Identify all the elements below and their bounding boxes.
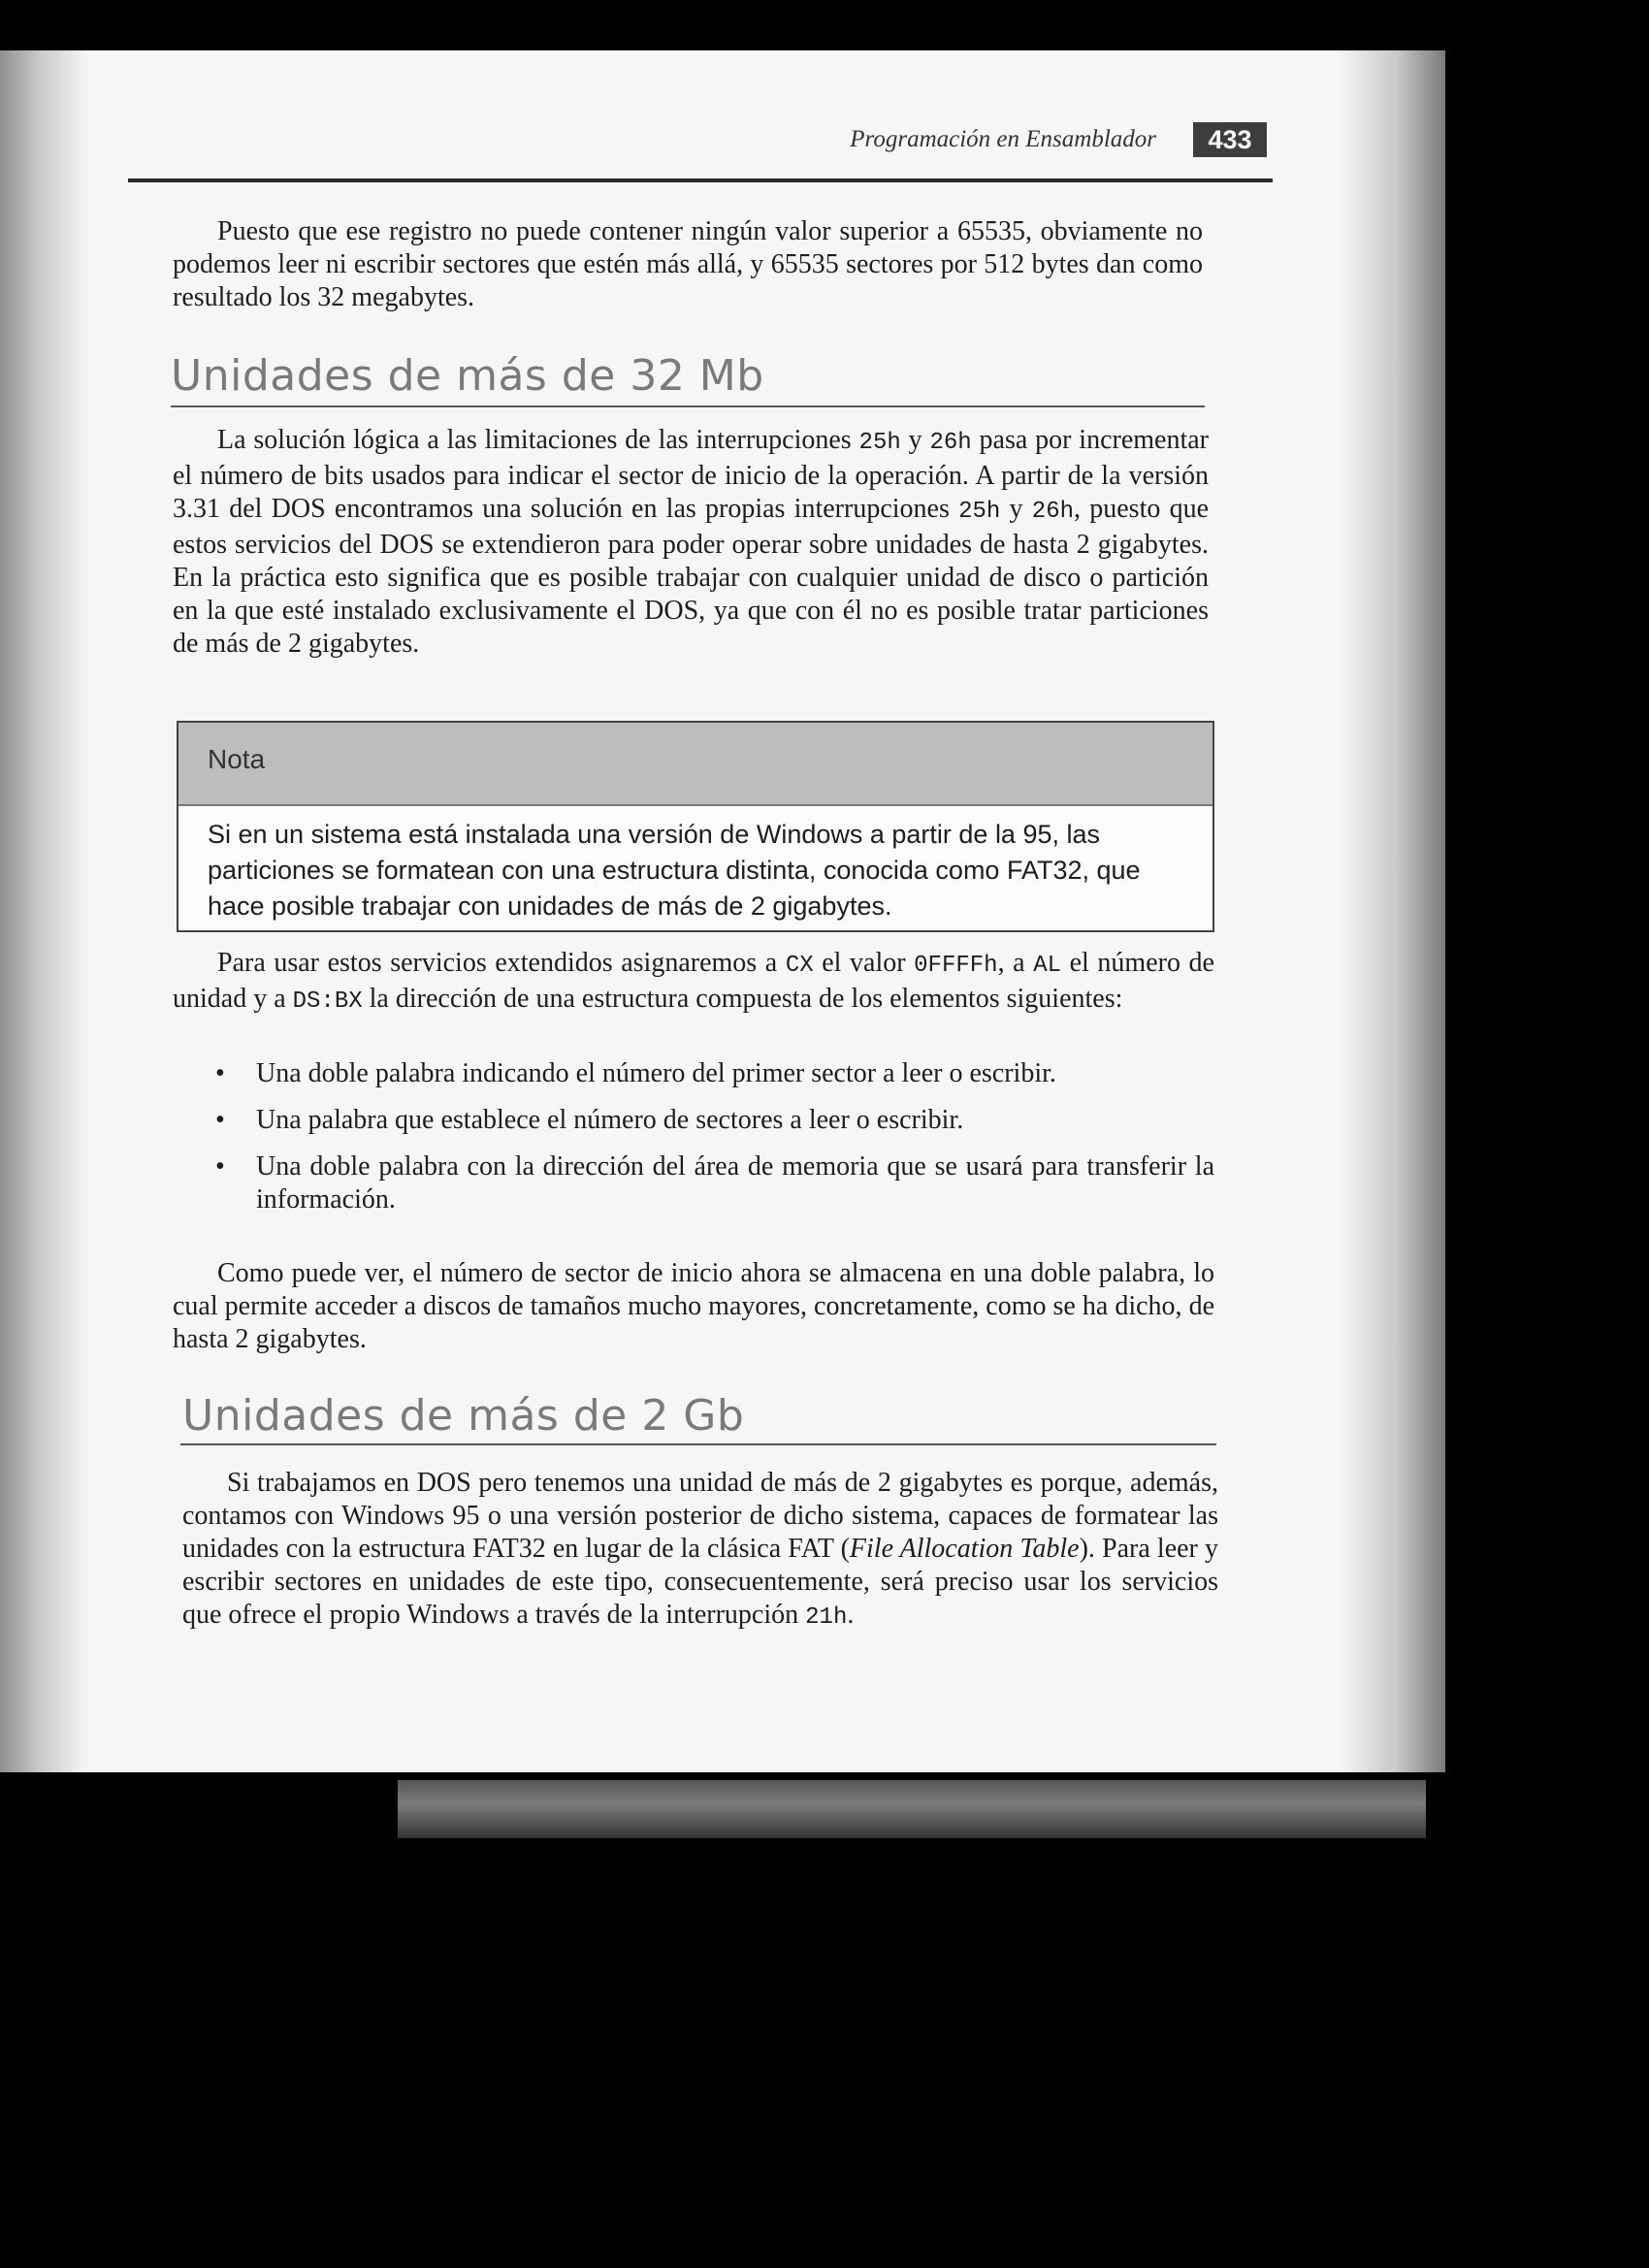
section-rule: [171, 405, 1205, 407]
header-rule: [128, 178, 1273, 182]
code-26h: 26h: [1031, 499, 1075, 525]
fat-expansion: File Allocation Table: [849, 1534, 1080, 1564]
bullet-icon: •: [215, 1058, 225, 1088]
note-title: Nota: [208, 744, 266, 774]
running-title: Programación en Ensamblador: [850, 126, 1156, 152]
list-item: • Una doble palabra con la dirección del área de memoria que se usará para transferir la información.: [215, 1151, 1214, 1215]
code-al: AL: [1033, 953, 1062, 979]
element-list: [215, 1057, 1214, 1230]
section-heading-2gb: Unidades de más de 2 Gb: [182, 1391, 745, 1441]
bullet-icon: •: [215, 1105, 225, 1135]
section-heading-32mb: Unidades de más de 32 Mb: [171, 351, 764, 401]
list-item: • Una palabra que establece el número de sectores a leer o escribir.: [215, 1105, 964, 1135]
code-ds-bx: DS:BX: [292, 988, 363, 1015]
list-item: • Una doble palabra indicando el número del primer sector a leer o escribir.: [215, 1058, 1056, 1088]
section-rule: [180, 1443, 1216, 1445]
section1-paragraph-2: Para usar estos servicios extendidos asignaremos a CX el valor 0FFFFh, a AL el número de unidad y a DS:BX la dirección de una estructura compuesta de los elementos siguientes:: [173, 948, 1214, 1015]
section1-paragraph-3: Como puede ver, el número de sector de inicio ahora se almacena en una doble palabra, lo cual permite acceder a discos de tamaños mucho mayores, concretamente, como se ha dicho, de hasta 2 gigabytes.: [173, 1258, 1214, 1354]
code-21h: 21h: [805, 1604, 848, 1631]
code-0ffffh: 0FFFFh: [914, 953, 998, 979]
code-25h: 25h: [858, 430, 901, 456]
note-box: [177, 721, 1214, 932]
bullet-icon: •: [215, 1151, 225, 1182]
note-header: [178, 723, 1212, 806]
code-26h: 26h: [929, 430, 972, 456]
code-cx: CX: [785, 953, 814, 979]
section1-paragraph-1: La solución lógica a las limitaciones de las interrupciones 25h y 26h pasa por incrementar el número de bits usados para indicar el sector de inicio de la operación. A partir de la versión 3.31 del DOS encontramos una solución en las propias interrupciones 25h y 26h, puesto que estos servicios del DOS se extendieron para poder operar sobre unidades de hasta 2 gigabytes. En la práctica esto significa que es posible trabajar con cualquier unidad de disco o partición en la que esté instalado exclusivamente el DOS, ya que con él no es posible tratar particiones de más de 2 gigabytes.: [173, 425, 1210, 659]
section2-paragraph-1: Si trabajamos en DOS pero tenemos una unidad de más de 2 gigabytes es porque, además, contamos con Windows 95 o una versión posterior de dicho sistema, capaces de formatear las unidades con la estructura FAT32 en lugar de la clásica FAT (File Allocation Table). Para leer y escribir sectores en unidades de este tipo, consecuentemente, será preciso usar los servicios que ofrece el propio Windows a través de la interrupción 21h.: [182, 1468, 1218, 1631]
page-number: 433: [1193, 122, 1267, 157]
note-text: Si en un sistema está instalada una versión de Windows a partir de la 95, las particiones se formatean con una estructura distinta, conocida como FAT32, que hace posible trabajar con unidades de más de 2 gigabytes.: [208, 820, 1141, 921]
code-25h: 25h: [958, 499, 1001, 525]
intro-paragraph: Puesto que ese registro no puede contener ningún valor superior a 65535, obviamente no podemos leer ni escribir sectores que estén más allá, y 65535 sectores por 512 bytes dan como resultado los 32 megabytes.: [173, 216, 1203, 312]
